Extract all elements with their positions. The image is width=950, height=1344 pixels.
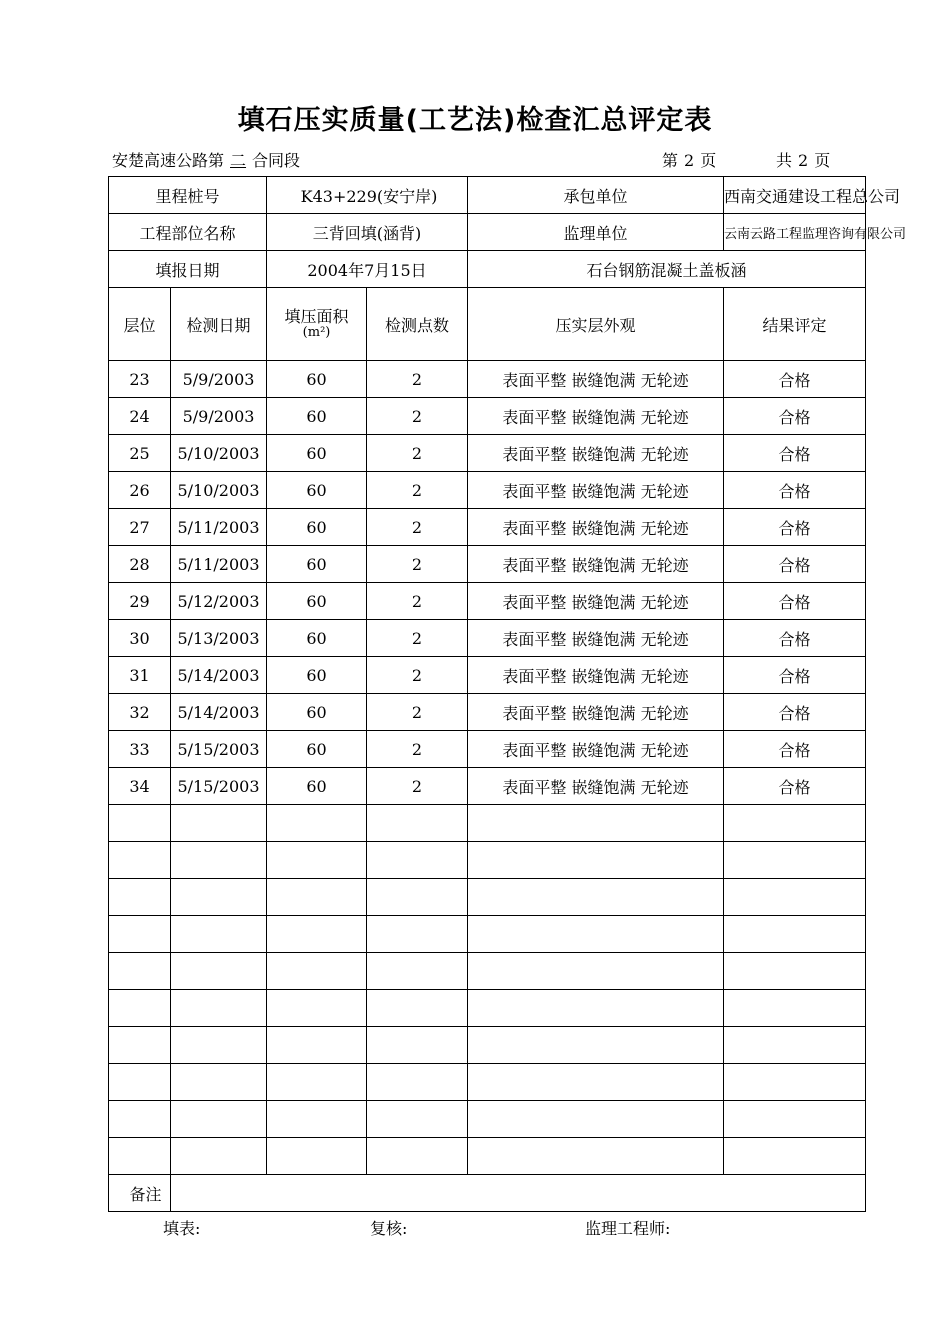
empty-cell bbox=[724, 990, 866, 1027]
project-section bbox=[112, 148, 300, 171]
cell-area: 60 bbox=[267, 768, 367, 805]
empty-cell bbox=[724, 1101, 866, 1138]
empty-row bbox=[109, 953, 866, 990]
empty-cell bbox=[171, 953, 267, 990]
table-row bbox=[109, 509, 866, 546]
empty-cell bbox=[724, 805, 866, 842]
cell-points: 2 bbox=[367, 731, 468, 768]
cell-area: 60 bbox=[267, 435, 367, 472]
cell-area: 60 bbox=[267, 731, 367, 768]
cell-points: 2 bbox=[367, 768, 468, 805]
empty-cell bbox=[468, 916, 724, 953]
empty-cell bbox=[171, 1138, 267, 1175]
supervisor-label: 监理单位 bbox=[468, 214, 724, 251]
col-area-unit: (m²) bbox=[302, 325, 331, 340]
cell-date: 5/9/2003 bbox=[171, 361, 267, 398]
page-indicator bbox=[662, 148, 716, 171]
empty-cell bbox=[468, 1027, 724, 1064]
info-row-part bbox=[109, 214, 866, 251]
cell-layer: 34 bbox=[109, 768, 171, 805]
cell-date: 5/10/2003 bbox=[171, 435, 267, 472]
empty-cell bbox=[468, 953, 724, 990]
empty-cell bbox=[171, 1101, 267, 1138]
fill-signature-label: 填表: bbox=[163, 1219, 201, 1238]
table-row bbox=[109, 620, 866, 657]
empty-cell bbox=[468, 1064, 724, 1101]
cell-appearance: 表面平整 嵌缝饱满 无轮迹 bbox=[468, 546, 724, 583]
cell-layer: 33 bbox=[109, 731, 171, 768]
cell-appearance: 表面平整 嵌缝饱满 无轮迹 bbox=[468, 361, 724, 398]
empty-cell bbox=[724, 916, 866, 953]
contractor-value: 西南交通建设工程总公司 bbox=[724, 177, 866, 214]
summary-table bbox=[108, 176, 907, 1212]
col-points: 检测点数 bbox=[367, 288, 468, 361]
cell-area: 60 bbox=[267, 694, 367, 731]
empty-cell bbox=[367, 916, 468, 953]
empty-row bbox=[109, 916, 866, 953]
cell-date: 5/11/2003 bbox=[171, 509, 267, 546]
cell-layer: 31 bbox=[109, 657, 171, 694]
empty-cell bbox=[367, 953, 468, 990]
page-number: 2 bbox=[684, 151, 695, 170]
section-number: 二 bbox=[230, 151, 247, 170]
cell-points: 2 bbox=[367, 435, 468, 472]
project-suffix: 合同段 bbox=[252, 151, 301, 170]
table-row bbox=[109, 768, 866, 805]
cell-result: 合格 bbox=[724, 657, 866, 694]
empty-row bbox=[109, 1027, 866, 1064]
empty-cell bbox=[367, 1064, 468, 1101]
empty-cell bbox=[171, 842, 267, 879]
contractor-label: 承包单位 bbox=[468, 177, 724, 214]
empty-cell bbox=[171, 1064, 267, 1101]
table-row bbox=[109, 546, 866, 583]
empty-cell bbox=[171, 990, 267, 1027]
table-row bbox=[109, 361, 866, 398]
cell-area: 60 bbox=[267, 398, 367, 435]
empty-cell bbox=[109, 990, 171, 1027]
cell-points: 2 bbox=[367, 694, 468, 731]
table-row bbox=[109, 657, 866, 694]
engineer-signature-label: 监理工程师: bbox=[585, 1219, 671, 1238]
empty-cell bbox=[109, 805, 171, 842]
empty-cell bbox=[109, 1027, 171, 1064]
cell-area: 60 bbox=[267, 472, 367, 509]
empty-cell bbox=[267, 805, 367, 842]
cell-date: 5/10/2003 bbox=[171, 472, 267, 509]
cell-layer: 25 bbox=[109, 435, 171, 472]
cell-date: 5/15/2003 bbox=[171, 768, 267, 805]
cell-points: 2 bbox=[367, 546, 468, 583]
part-value: 三背回填(涵背) bbox=[267, 214, 468, 251]
empty-cell bbox=[267, 1138, 367, 1175]
empty-cell bbox=[724, 1027, 866, 1064]
cell-result: 合格 bbox=[724, 731, 866, 768]
empty-cell bbox=[267, 1101, 367, 1138]
cell-appearance: 表面平整 嵌缝饱满 无轮迹 bbox=[468, 657, 724, 694]
cell-result: 合格 bbox=[724, 694, 866, 731]
cell-appearance: 表面平整 嵌缝饱满 无轮迹 bbox=[468, 694, 724, 731]
empty-row bbox=[109, 1064, 866, 1101]
cell-appearance: 表面平整 嵌缝饱满 无轮迹 bbox=[468, 435, 724, 472]
empty-cell bbox=[267, 842, 367, 879]
empty-cell bbox=[468, 879, 724, 916]
page-unit: 页 bbox=[700, 151, 717, 170]
cell-layer: 30 bbox=[109, 620, 171, 657]
page-label: 第 bbox=[662, 151, 679, 170]
cell-points: 2 bbox=[367, 583, 468, 620]
cell-layer: 27 bbox=[109, 509, 171, 546]
cell-layer: 28 bbox=[109, 546, 171, 583]
station-value: K43+229(安宁岸) bbox=[267, 177, 468, 214]
cell-appearance: 表面平整 嵌缝饱满 无轮迹 bbox=[468, 620, 724, 657]
cell-area: 60 bbox=[267, 657, 367, 694]
cell-result: 合格 bbox=[724, 509, 866, 546]
cell-appearance: 表面平整 嵌缝饱满 无轮迹 bbox=[468, 583, 724, 620]
part-label: 工程部位名称 bbox=[109, 214, 267, 251]
empty-cell bbox=[267, 990, 367, 1027]
empty-cell bbox=[267, 953, 367, 990]
cell-points: 2 bbox=[367, 620, 468, 657]
cell-date: 5/15/2003 bbox=[171, 731, 267, 768]
empty-cell bbox=[367, 1138, 468, 1175]
col-layer: 层位 bbox=[109, 288, 171, 361]
table-row bbox=[109, 694, 866, 731]
column-header-row bbox=[109, 288, 866, 361]
empty-cell bbox=[468, 842, 724, 879]
table-row bbox=[109, 435, 866, 472]
cell-points: 2 bbox=[367, 657, 468, 694]
empty-cell bbox=[267, 1064, 367, 1101]
empty-cell bbox=[109, 916, 171, 953]
empty-row bbox=[109, 1101, 866, 1138]
total-number: 2 bbox=[798, 151, 809, 170]
total-pages bbox=[776, 148, 830, 171]
cell-layer: 23 bbox=[109, 361, 171, 398]
empty-cell bbox=[267, 879, 367, 916]
col-test-date: 检测日期 bbox=[171, 288, 267, 361]
empty-cell bbox=[367, 842, 468, 879]
empty-cell bbox=[267, 1027, 367, 1064]
cell-appearance: 表面平整 嵌缝饱满 无轮迹 bbox=[468, 472, 724, 509]
empty-cell bbox=[468, 990, 724, 1027]
cell-result: 合格 bbox=[724, 398, 866, 435]
cell-appearance: 表面平整 嵌缝饱满 无轮迹 bbox=[468, 768, 724, 805]
cell-points: 2 bbox=[367, 398, 468, 435]
cell-result: 合格 bbox=[724, 361, 866, 398]
cell-result: 合格 bbox=[724, 768, 866, 805]
empty-row bbox=[109, 990, 866, 1027]
structure-value: 石台钢筋混凝土盖板涵 bbox=[468, 251, 866, 288]
empty-cell bbox=[724, 953, 866, 990]
total-unit: 页 bbox=[814, 151, 831, 170]
cell-area: 60 bbox=[267, 620, 367, 657]
col-appearance: 压实层外观 bbox=[468, 288, 724, 361]
cell-area: 60 bbox=[267, 361, 367, 398]
cell-date: 5/14/2003 bbox=[171, 657, 267, 694]
cell-layer: 29 bbox=[109, 583, 171, 620]
empty-cell bbox=[171, 1027, 267, 1064]
cell-points: 2 bbox=[367, 472, 468, 509]
empty-cell bbox=[367, 879, 468, 916]
empty-cell bbox=[468, 805, 724, 842]
info-row-date bbox=[109, 251, 866, 288]
empty-cell bbox=[724, 842, 866, 879]
project-prefix: 安楚高速公路第 bbox=[112, 151, 225, 170]
remark-label: 备注 bbox=[109, 1175, 171, 1212]
empty-cell bbox=[724, 879, 866, 916]
cell-date: 5/14/2003 bbox=[171, 694, 267, 731]
cell-result: 合格 bbox=[724, 620, 866, 657]
cell-date: 5/11/2003 bbox=[171, 546, 267, 583]
cell-layer: 26 bbox=[109, 472, 171, 509]
remark-row bbox=[109, 1175, 866, 1212]
col-area bbox=[267, 288, 367, 361]
table-row bbox=[109, 472, 866, 509]
table-row bbox=[109, 398, 866, 435]
empty-cell bbox=[171, 805, 267, 842]
cell-result: 合格 bbox=[724, 546, 866, 583]
cell-appearance: 表面平整 嵌缝饱满 无轮迹 bbox=[468, 398, 724, 435]
empty-cell bbox=[367, 1027, 468, 1064]
empty-cell bbox=[171, 879, 267, 916]
empty-cell bbox=[109, 953, 171, 990]
cell-area: 60 bbox=[267, 509, 367, 546]
cell-date: 5/9/2003 bbox=[171, 398, 267, 435]
cell-points: 2 bbox=[367, 361, 468, 398]
cell-area: 60 bbox=[267, 546, 367, 583]
date-value: 2004年7月15日 bbox=[267, 251, 468, 288]
cell-date: 5/13/2003 bbox=[171, 620, 267, 657]
empty-cell bbox=[109, 1101, 171, 1138]
table-row bbox=[109, 583, 866, 620]
supervisor-value: 云南云路工程监理咨询有限公司 bbox=[724, 214, 866, 251]
review-signature-label: 复核: bbox=[370, 1219, 408, 1238]
empty-cell bbox=[468, 1138, 724, 1175]
cell-date: 5/12/2003 bbox=[171, 583, 267, 620]
cell-points: 2 bbox=[367, 509, 468, 546]
col-result: 结果评定 bbox=[724, 288, 866, 361]
page-title: 填石压实质量(工艺法)检查汇总评定表 bbox=[237, 105, 713, 136]
cell-layer: 32 bbox=[109, 694, 171, 731]
cell-layer: 24 bbox=[109, 398, 171, 435]
empty-cell bbox=[367, 1101, 468, 1138]
empty-cell bbox=[171, 916, 267, 953]
empty-cell bbox=[468, 1101, 724, 1138]
empty-cell bbox=[367, 990, 468, 1027]
empty-cell bbox=[109, 842, 171, 879]
info-row-station bbox=[109, 177, 866, 214]
empty-row bbox=[109, 1138, 866, 1175]
cell-appearance: 表面平整 嵌缝饱满 无轮迹 bbox=[468, 731, 724, 768]
empty-row bbox=[109, 805, 866, 842]
date-label: 填报日期 bbox=[109, 251, 267, 288]
cell-area: 60 bbox=[267, 583, 367, 620]
station-label: 里程桩号 bbox=[109, 177, 267, 214]
table-row bbox=[109, 731, 866, 768]
empty-row bbox=[109, 879, 866, 916]
empty-row bbox=[109, 842, 866, 879]
cell-result: 合格 bbox=[724, 435, 866, 472]
empty-cell bbox=[724, 1064, 866, 1101]
empty-cell bbox=[109, 1138, 171, 1175]
empty-cell bbox=[724, 1138, 866, 1175]
col-area-label: 填压面积 bbox=[284, 307, 349, 326]
total-label: 共 bbox=[776, 151, 793, 170]
empty-cell bbox=[367, 805, 468, 842]
remark-value bbox=[171, 1175, 866, 1212]
cell-appearance: 表面平整 嵌缝饱满 无轮迹 bbox=[468, 509, 724, 546]
empty-cell bbox=[267, 916, 367, 953]
cell-result: 合格 bbox=[724, 472, 866, 509]
empty-cell bbox=[109, 879, 171, 916]
empty-cell bbox=[109, 1064, 171, 1101]
cell-result: 合格 bbox=[724, 583, 866, 620]
